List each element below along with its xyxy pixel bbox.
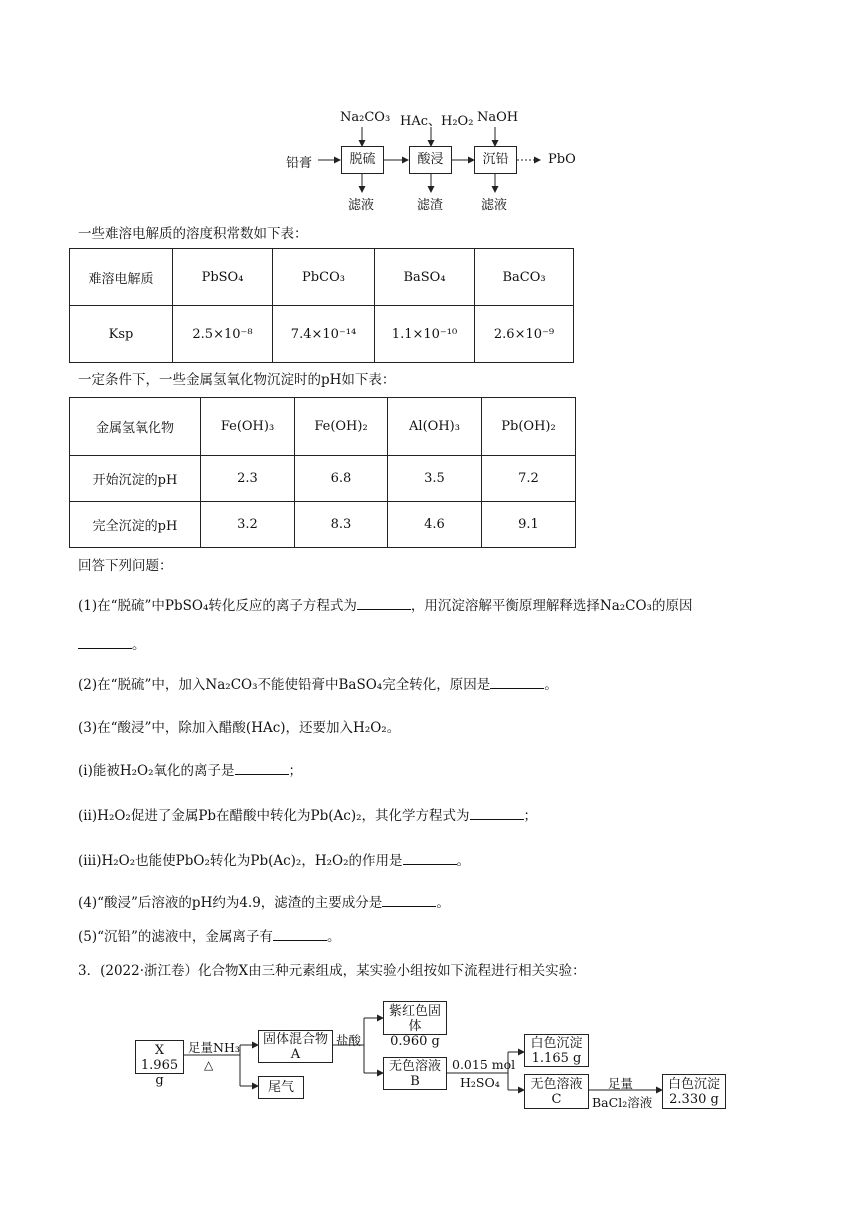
ph-header-cell: Pb(OH)₂: [482, 398, 576, 456]
flow2-solution-c-label: 无色溶液: [530, 1077, 583, 1092]
question-3-i: [78, 762, 302, 780]
question-1-text-a: (1)在“脱硫”中PbSO₄转化反应的离子方程式为: [78, 598, 357, 614]
flow1-input: 铅膏: [286, 156, 313, 171]
ph-header-cell: Fe(OH)₃: [201, 398, 295, 456]
answer-blank[interactable]: [382, 895, 436, 907]
ksp-value-cell: 2.6×10⁻⁹: [475, 306, 574, 363]
answer-blank[interactable]: [490, 677, 544, 689]
ksp-value-cell: 7.4×10⁻¹⁴: [273, 306, 375, 363]
flow2-red-solid-box: [383, 1001, 447, 1049]
flow2-x-mass: 1.965 g: [140, 1058, 179, 1088]
answer-blank[interactable]: [470, 808, 524, 820]
question-5-text-a: (5)“沉铅”的滤液中，金属离子有: [78, 929, 273, 945]
ph-header-cell: Fe(OH)₂: [295, 398, 388, 456]
flow2-reagent-2-name: H₂SO₄: [460, 1075, 500, 1090]
flow1-output-2: 滤渣: [417, 198, 444, 213]
question-3-iii-text-a: (ⅲ)H₂O₂也能使PbO₂转化为Pb(Ac)₂，H₂O₂的作用是: [78, 853, 403, 869]
flow1-output-3: 滤液: [481, 198, 508, 213]
flow1-product: PbO: [548, 152, 576, 167]
flow2-white-precipitate-1-label: 白色沉淀: [530, 1036, 583, 1051]
question-1-text-c: 。: [132, 637, 146, 653]
flow2-solid-a-id: A: [290, 1047, 301, 1062]
flow1-step-1: 脱硫: [341, 146, 384, 174]
question-3-ii-text-a: (ⅱ)H₂O₂促进了金属Pb在醋酸中转化为Pb(Ac)₂，其化学方程式为: [78, 808, 470, 824]
ph-value-cell: 3.5: [388, 456, 482, 502]
flow2-reagent-3-name: BaCl₂溶液: [592, 1095, 653, 1110]
ph-header-cell: 金属氢氧化物: [70, 398, 201, 456]
question-3-i-text-b: ；: [288, 763, 303, 779]
flow2-white-precipitate-2-box: [662, 1074, 726, 1109]
ksp-table: [69, 248, 574, 363]
flow2-solid-a-label: 固体混合物: [262, 1032, 328, 1047]
flow2-solution-b-box: [383, 1057, 447, 1090]
flow2-reagent-1: 足量NH₃: [188, 1040, 240, 1055]
ph-table: [69, 397, 576, 548]
ph-value-cell: 2.3: [201, 456, 295, 502]
ksp-row-label: Ksp: [70, 306, 173, 363]
question-5-text-b: 。: [326, 929, 341, 945]
flow2-white-precipitate-1-box: [524, 1034, 589, 1067]
flow2-acid: 盐酸: [336, 1033, 362, 1048]
question-1-text-b: ，用沉淀溶解平衡原理解释选择Na₂CO₃的原因: [410, 598, 693, 614]
question-1-continued: [78, 636, 146, 654]
flow2-red-solid-label: 紫红色固体: [388, 1004, 441, 1034]
question-2: [78, 676, 558, 694]
question-4-text-b: 。: [436, 895, 450, 911]
flow1-reagent-2: HAc、H₂O₂: [400, 114, 474, 129]
question-6-heading: 3．(2022·浙江卷）化合物X由三种元素组成，某实验小组按如下流程进行相关实验：: [78, 963, 586, 979]
question-4: [78, 894, 450, 912]
flow1-step-3: 沉铅: [474, 146, 517, 174]
flow2-reagent-2-amount: 0.015 mol: [452, 1057, 516, 1072]
flow2-solution-b-label: 无色溶液: [388, 1059, 441, 1074]
question-4-text-a: (4)“酸浸”后溶液的pH约为4.9，滤渣的主要成分是: [78, 895, 383, 911]
question-3-iii: [78, 852, 470, 870]
answer-blank[interactable]: [78, 637, 132, 649]
ph-value-cell: 7.2: [482, 456, 576, 502]
question-3-ii-text-b: ；: [523, 808, 538, 824]
flow2-solution-b-id: B: [410, 1074, 420, 1089]
answer-prompt: 回答下列问题：: [78, 558, 173, 574]
question-3-iii-text-b: 。: [456, 853, 471, 869]
flow2-red-solid-mass: 0.960 g: [390, 1034, 440, 1049]
ph-row-label: 完全沉淀的pH: [70, 502, 201, 548]
answer-blank[interactable]: [273, 929, 327, 941]
question-2-text-b: 。: [544, 677, 558, 693]
question-3-ii: [78, 807, 537, 825]
flow2-reagent-3-amount: 足量: [608, 1076, 634, 1091]
question-3: (3)在“酸浸”中，除加入醋酸(HAc)，还要加入H₂O₂。: [78, 720, 401, 736]
ph-value-cell: 3.2: [201, 502, 295, 548]
flow2-x-label: X: [154, 1043, 165, 1058]
flow1-output-1: 滤液: [348, 198, 375, 213]
question-2-text-a: (2)在“脱硫”中，加入Na₂CO₃不能使铅膏中BaSO₄完全转化，原因是: [78, 677, 491, 693]
ksp-header-cell: PbCO₃: [273, 249, 375, 306]
question-5: [78, 928, 340, 946]
flow1-step-2: 酸浸: [409, 146, 452, 174]
flow2-solution-c-id: C: [551, 1092, 562, 1107]
flow2-solution-c-box: [524, 1074, 589, 1109]
ph-value-cell: 9.1: [482, 502, 576, 548]
ph-row-label: 开始沉淀的pH: [70, 456, 201, 502]
answer-blank[interactable]: [235, 763, 289, 775]
flow2-x-box: [135, 1040, 184, 1088]
ph-value-cell: 8.3: [295, 502, 388, 548]
ph-value-cell: 4.6: [388, 502, 482, 548]
ksp-value-cell: 2.5×10⁻⁸: [173, 306, 273, 363]
ph-value-cell: 6.8: [295, 456, 388, 502]
ksp-header-cell: 难溶电解质: [70, 249, 173, 306]
ksp-header-cell: PbSO₄: [173, 249, 273, 306]
heat-symbol: △: [204, 1058, 214, 1072]
question-1: [78, 597, 692, 615]
flow2-tail-gas-box: 尾气: [258, 1076, 304, 1099]
ksp-intro: 一些难溶电解质的溶度积常数如下表：: [78, 226, 308, 242]
ksp-header-cell: BaSO₄: [375, 249, 475, 306]
question-3-i-text-a: (ⅰ)能被H₂O₂氧化的离子是: [78, 763, 235, 779]
answer-blank[interactable]: [403, 853, 457, 865]
flow1-reagent-3: NaOH: [477, 110, 519, 125]
flow2-solid-a-box: [258, 1030, 333, 1063]
ph-header-cell: Al(OH)₃: [388, 398, 482, 456]
ph-intro: 一定条件下，一些金属氢氧化物沉淀时的pH如下表：: [78, 372, 396, 388]
answer-blank[interactable]: [357, 598, 411, 610]
flow2-white-precipitate-1-mass: 1.165 g: [531, 1051, 582, 1066]
ksp-value-cell: 1.1×10⁻¹⁰: [375, 306, 475, 363]
flow2-white-precipitate-2-label: 白色沉淀: [667, 1077, 720, 1092]
flow2-white-precipitate-2-mass: 2.330 g: [669, 1092, 719, 1107]
ksp-header-cell: BaCO₃: [475, 249, 574, 306]
flow1-reagent-1: Na₂CO₃: [340, 110, 391, 125]
